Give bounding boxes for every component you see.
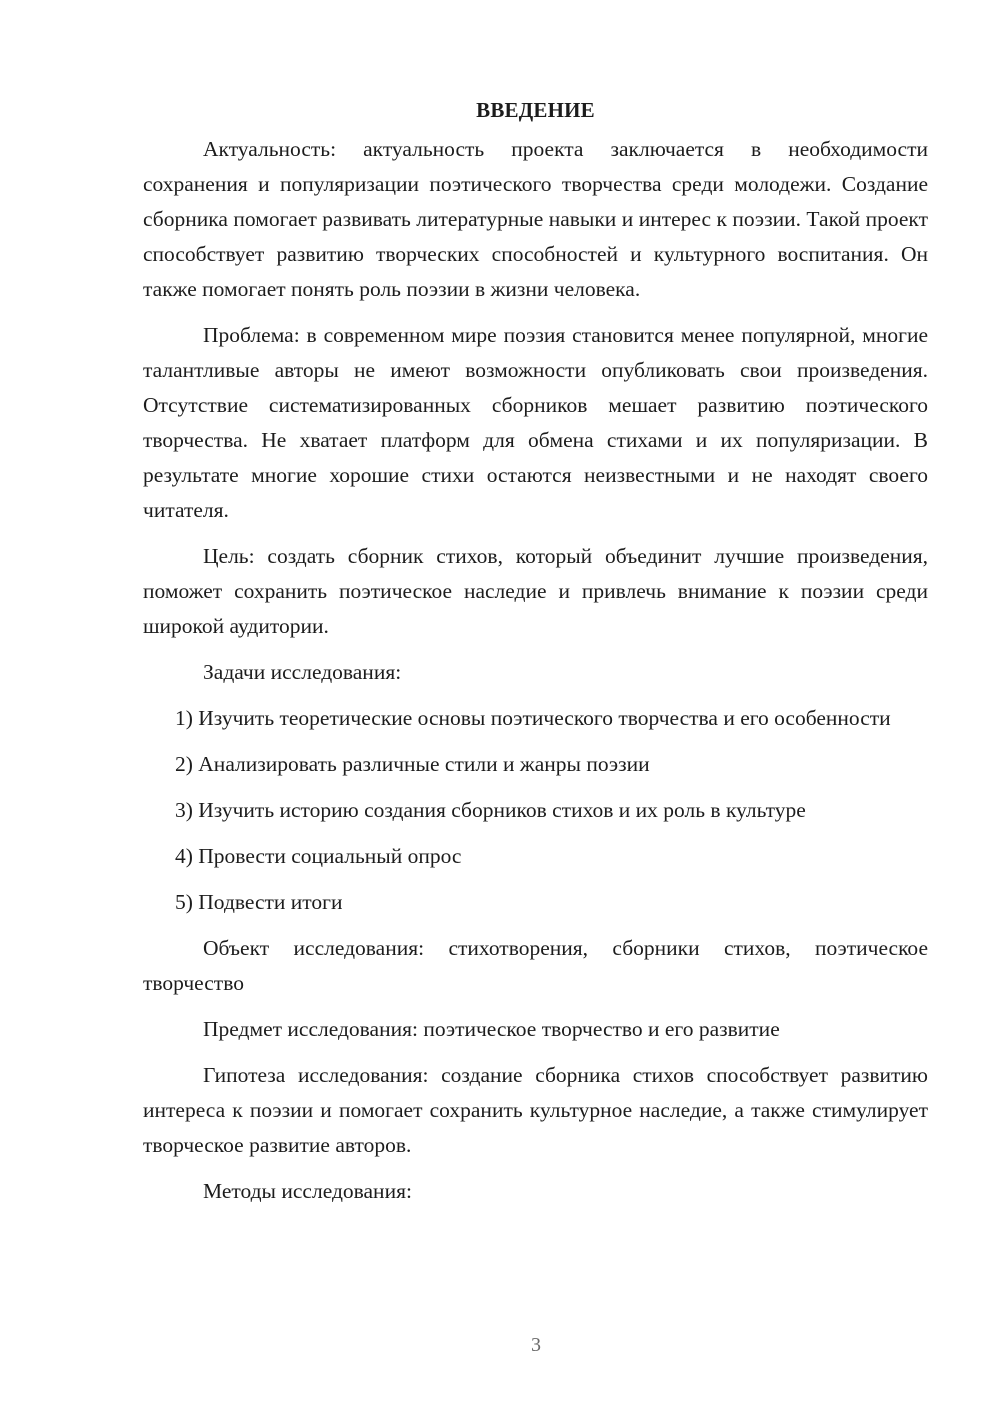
task-item-3: 3) Изучить историю создания сборников стихов и их роль в культуре	[175, 798, 806, 822]
document-page	[143, 96, 928, 1220]
task-item-1: 1) Изучить теоретические основы поэтического творчества и его особенности	[175, 706, 891, 730]
task-item-2: 2) Анализировать различные стили и жанры поэзии	[175, 752, 650, 776]
task-item-4: 4) Провести социальный опрос	[175, 844, 462, 868]
paragraph-methods: Методы исследования:	[203, 1179, 412, 1203]
paragraph-problem: Проблема: в современном мире поэзия становится менее популярной, многие талантливые авторы не имеют возможности опубликовать свои произведения. Отсутствие систематизированных сборников мешает развитию поэтического творчества. Не хватает платформ для обмена стихами и их популяризации. В результате многие хорошие стихи остаются неизвестными и не находят своего читателя.	[143, 323, 928, 522]
paragraph-subject: Предмет исследования: поэтическое творчество и его развитие	[203, 1017, 780, 1041]
paragraph-goal: Цель: создать сборник стихов, который объединит лучшие произведения, поможет сохранить поэтическое наследие и привлечь внимание к поэзии среди широкой аудитории.	[143, 544, 928, 638]
section-title: ВВЕДЕНИЕ	[476, 98, 595, 122]
paragraph-relevance: Актуальность: актуальность проекта заключается в необходимости сохранения и популяризации поэтического творчества среди молодежи. Создание сборника помогает развивать литературные навыки и интерес к поэзии. Такой проект способствует развитию творческих способностей и культурного воспитания. Он также помогает понять роль поэзии в жизни человека.	[143, 137, 928, 301]
paragraph-hypothesis: Гипотеза исследования: создание сборника стихов способствует развитию интереса к поэзии и помогает сохранить культурное наследие, а также стимулирует творческое развитие авторов.	[143, 1063, 928, 1157]
paragraph-object: Объект исследования: стихотворения, сборники стихов, поэтическое творчество	[143, 936, 928, 995]
paragraph-tasks-heading: Задачи исследования:	[203, 660, 402, 684]
page-number: 3	[531, 1334, 541, 1356]
task-item-5: 5) Подвести итоги	[175, 890, 343, 914]
